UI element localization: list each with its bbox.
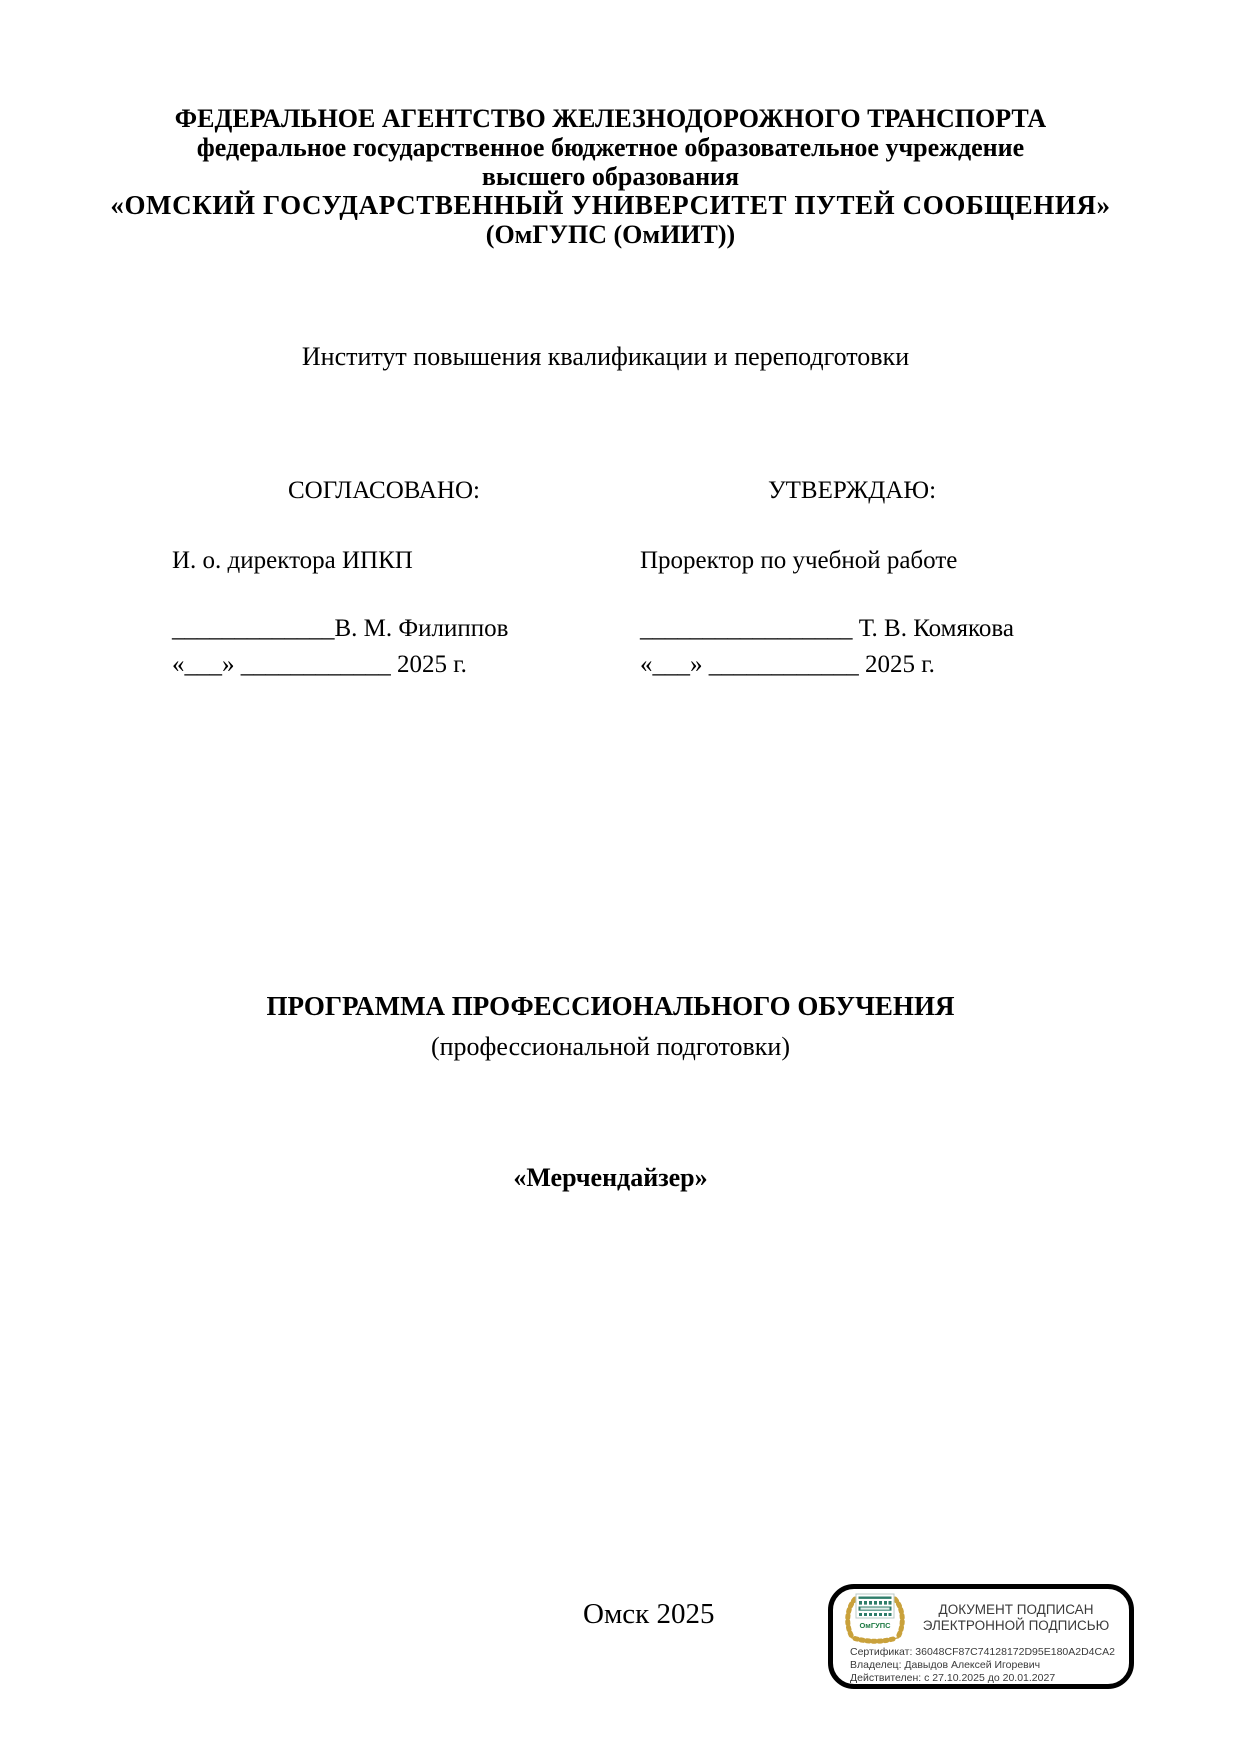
electronic-signature-stamp (828, 1584, 1134, 1689)
program-title: ПРОГРАММА ПРОФЕССИОНАЛЬНОГО ОБУЧЕНИЯ (266, 991, 955, 1021)
institute-name: Институт повышения квалификации и переподготовки (301, 342, 910, 371)
university-name: «ОМСКИЙ ГОСУДАРСТВЕННЫЙ УНИВЕРСИТЕТ ПУТЕЙ СООБЩЕНИЯ» (110, 190, 1111, 220)
approval-left-column (172, 476, 596, 679)
program-subtitle: (профессиональной подготовки) (430, 1032, 790, 1061)
institution-type-line2: высшего образования (481, 162, 740, 191)
building-icon (856, 1594, 894, 1618)
approved-signature-line: _________________ Т. В. Комякова (640, 615, 1014, 642)
stamp-owner: Владелец: Давыдов Алексей Игоревич (850, 1659, 1041, 1671)
university-abbreviation: (ОмГУПС (ОмИИТ)) (485, 220, 736, 249)
approved-date-line: «___» ____________ 2025 г. (640, 651, 935, 678)
omgups-logo-icon (843, 1593, 907, 1645)
approved-heading: УТВЕРЖДАЮ: (767, 477, 937, 504)
approved-role: Проректор по учебной работе (640, 547, 958, 574)
agreed-signature-line: _____________В. М. Филиппов (172, 615, 509, 642)
stamp-validity: Действителен: с 27.10.2025 до 20.01.2027 (850, 1672, 1056, 1684)
omgups-logo-label: ОмГУПС (859, 1621, 891, 1630)
approval-right-column (640, 476, 1064, 679)
agreed-date-line: «___» ____________ 2025 г. (172, 651, 467, 678)
stamp-title (911, 1602, 1121, 1634)
agreed-role: И. о. директора ИПКП (172, 547, 413, 574)
agreed-heading: СОГЛАСОВАНО: (287, 477, 480, 504)
stamp-details (850, 1646, 1121, 1685)
stamp-title-line2: ЭЛЕКТРОННОЙ ПОДПИСЬЮ (922, 1618, 1110, 1633)
program-name: «Мерчендайзер» (513, 1163, 708, 1192)
document-header (80, 104, 1141, 249)
agency-name: ФЕДЕРАЛЬНОЕ АГЕНТСТВО ЖЕЛЕЗНОДОРОЖНОГО ТРАНСПОРТА (174, 104, 1047, 133)
stamp-certificate: Сертификат: 36048CF87C74128172D95E180A2D4CA2 (850, 1646, 1115, 1658)
stamp-title-line1: ДОКУМЕНТ ПОДПИСАН (938, 1602, 1094, 1617)
institution-type-line1: федеральное государственное бюджетное образовательное учреждение (196, 133, 1025, 162)
city-year: Омск 2025 (583, 1598, 715, 1630)
